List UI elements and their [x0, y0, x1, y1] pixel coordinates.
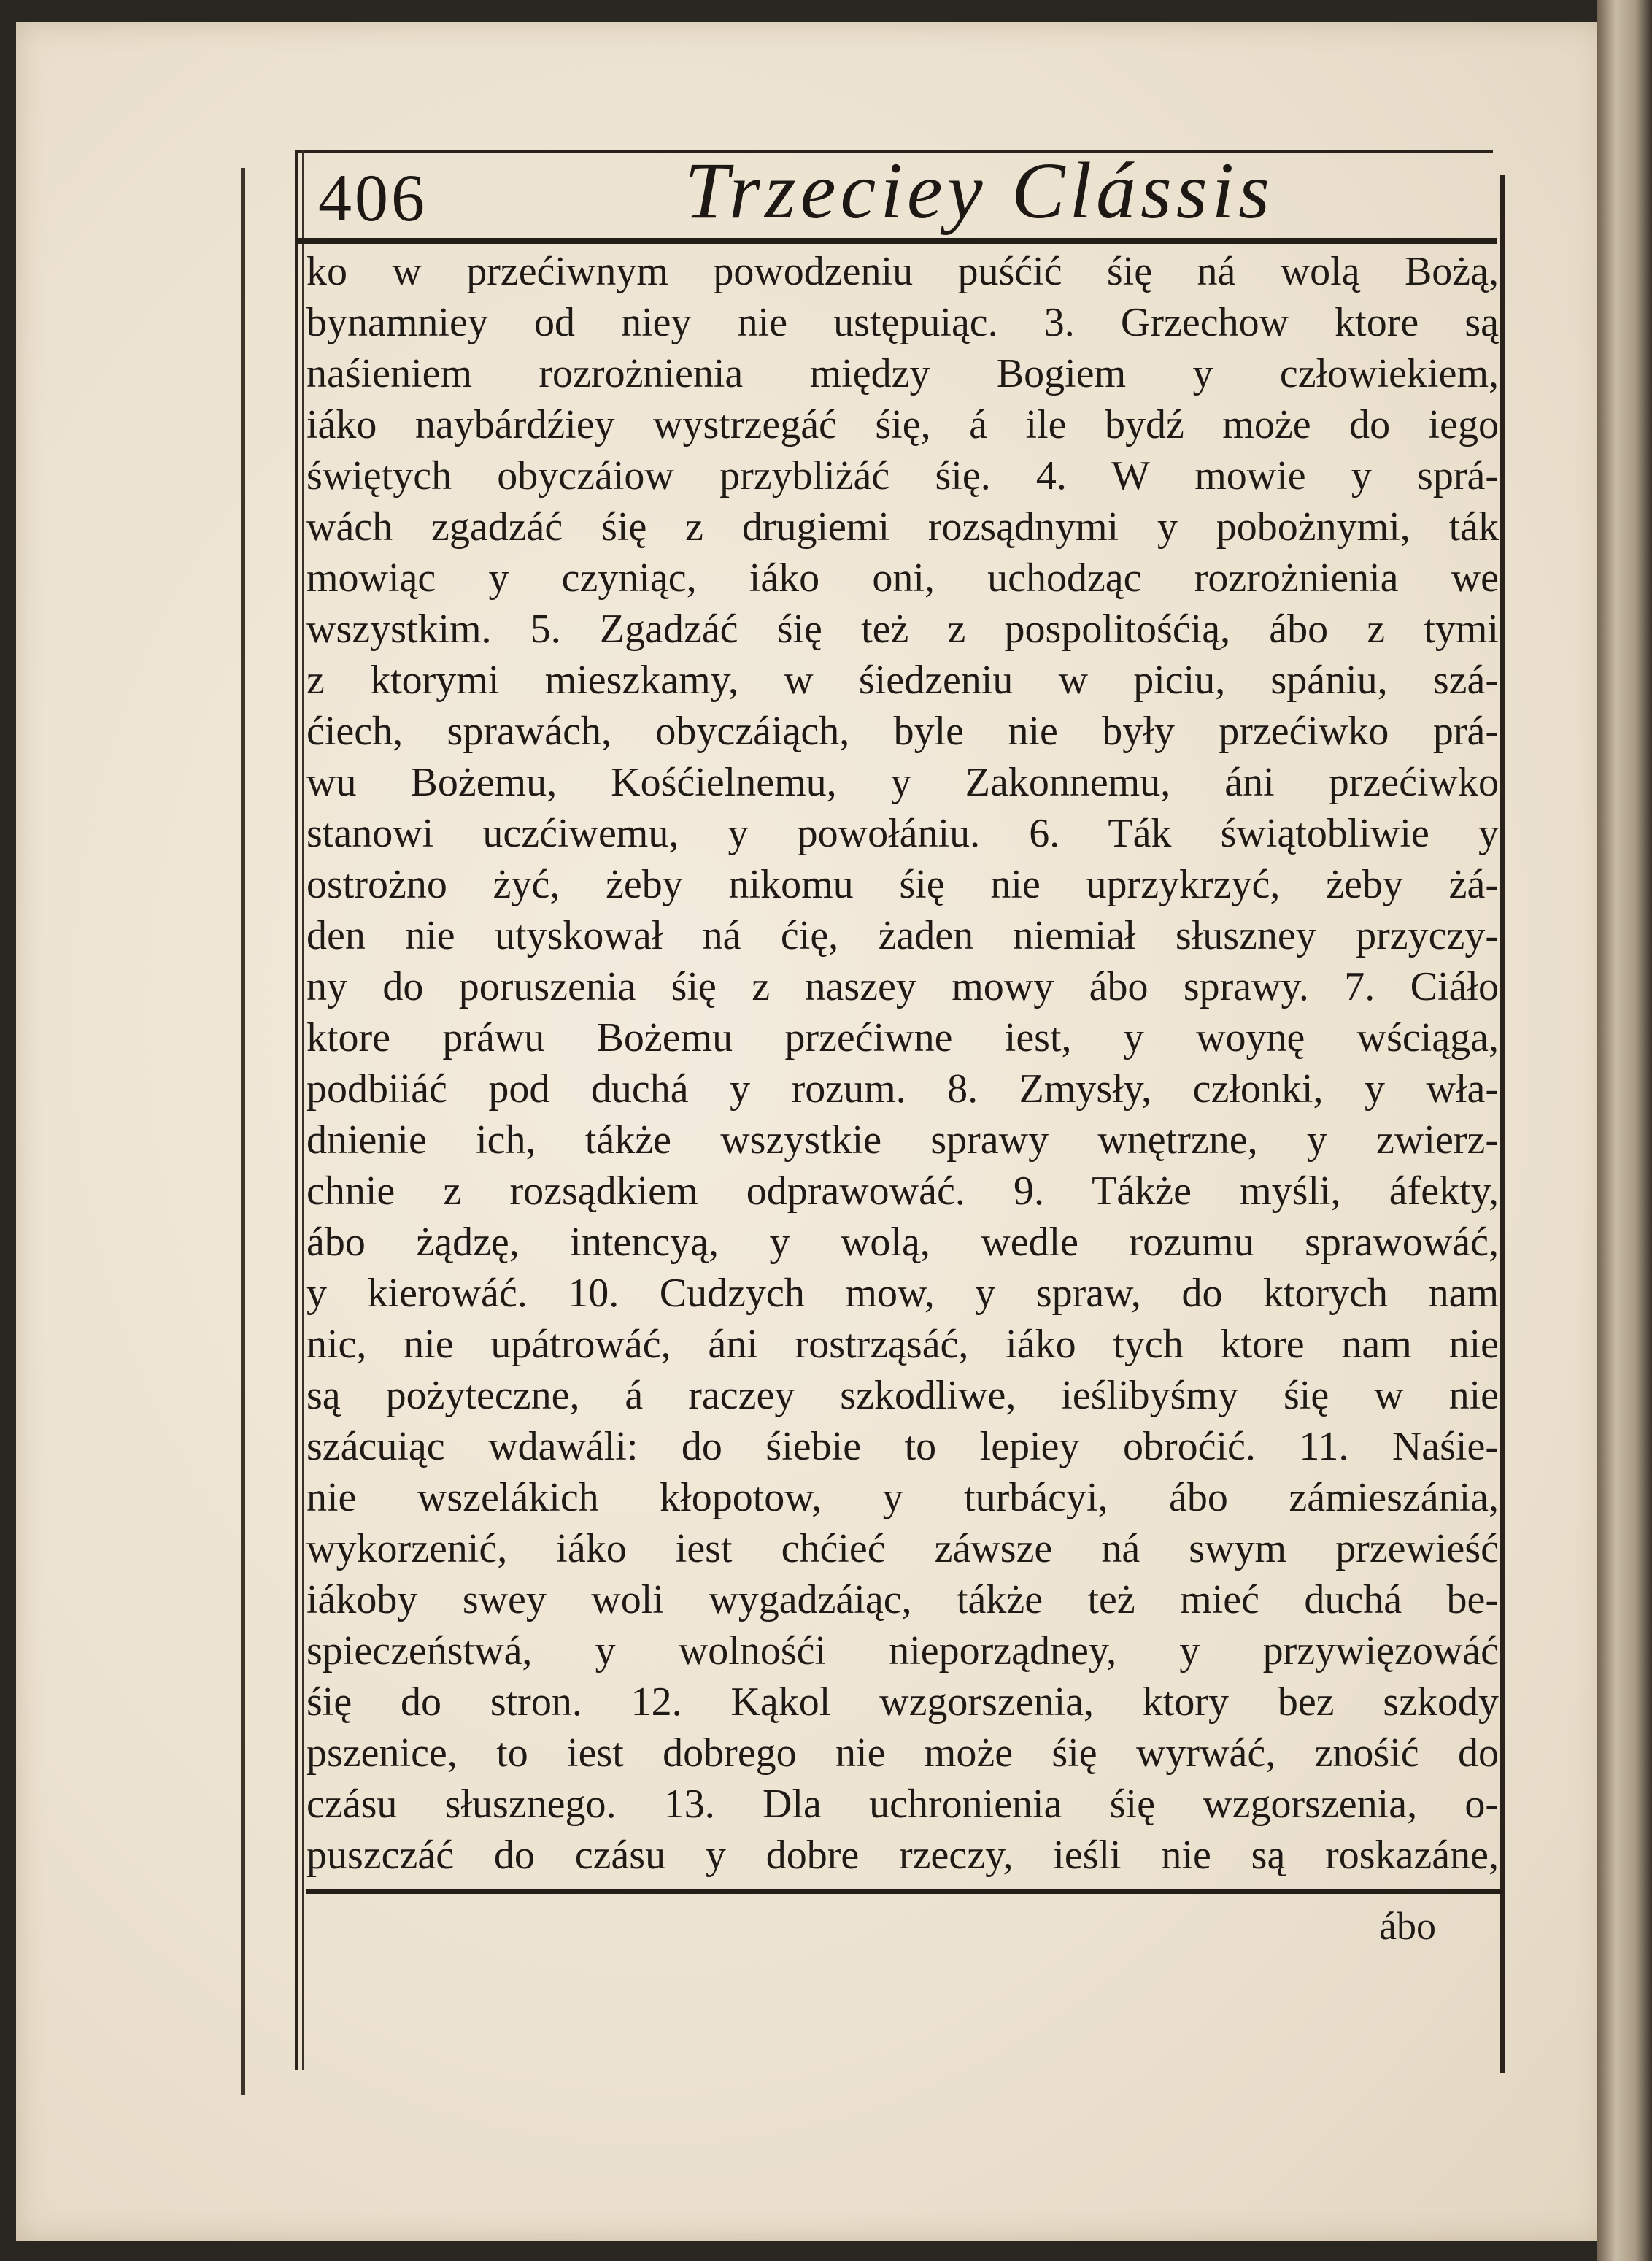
- text-line: wszystkim. 5. Zgadzáć śię też z pospolitośćią, ábo z tymi: [306, 606, 1499, 652]
- text-line: naśieniem rozrożnienia między Bogiem y człowiekiem,: [306, 351, 1499, 396]
- text-line: wu Bożemu, Kośćielnemu, y Zakonnemu, áni przećiwko: [306, 760, 1499, 805]
- text-line: puszczáć do czásu y dobre rzeczy, ieśli nie są roskazáne,: [306, 1833, 1499, 1878]
- text-line: śię do stron. 12. Kąkol wzgorszenia, ktory bez szkody: [306, 1679, 1499, 1725]
- catchword: ábo: [1379, 1904, 1436, 1948]
- text-line: nie wszelákich kłopotow, y turbácyi, ábo zámieszánia,: [306, 1475, 1499, 1520]
- text-line: ktore práwu Bożemu przećiwne iest, y woynę wściąga,: [306, 1015, 1499, 1060]
- text-line: są pożyteczne, á raczey szkodliwe, ieślibyśmy śię w nie: [306, 1373, 1499, 1418]
- book-gutter: [1597, 0, 1652, 2261]
- text-line: iákoby swey woli wygadzáiąc, tákże też mieć duchá be-: [306, 1577, 1499, 1622]
- page-number: 406: [318, 161, 428, 235]
- text-line: nic, nie upátrowáć, áni rostrząsáć, iáko tych ktore nam nie: [306, 1322, 1499, 1367]
- text-line: z ktorymi mieszkamy, w śiedzeniu w piciu, spániu, szá-: [306, 658, 1499, 703]
- text-line: bynamniey od niey nie ustępuiąc. 3. Grzechow ktore są: [306, 300, 1499, 345]
- body-text: [306, 248, 1503, 1883]
- text-line: czásu słusznego. 13. Dla uchronienia śię wzgorszenia, o-: [306, 1782, 1499, 1827]
- text-line: ny do poruszenia śię z naszey mowy ábo sprawy. 7. Ciáło: [306, 964, 1499, 1009]
- text-line: ábo żądzę, intencyą, y wolą, wedle rozumu sprawowáć,: [306, 1220, 1499, 1265]
- text-line: y kierowáć. 10. Cudzych mow, y spraw, do ktorych nam: [306, 1271, 1499, 1316]
- margin-ink-line: [241, 168, 245, 2095]
- text-line: dnienie ich, tákże wszystkie sprawy wnętrzne, y zwierz-: [306, 1117, 1499, 1163]
- header-rule: [296, 238, 1497, 244]
- text-line: świętych obyczáiow przybliżáć śię. 4. W mowie y sprá-: [306, 453, 1499, 498]
- text-line: podbiiáć pod duchá y rozum. 8. Zmysły, członki, y wła-: [306, 1066, 1499, 1112]
- text-line: ostrożno żyć, żeby nikomu śię nie uprzykrzyć, żeby żá-: [306, 862, 1499, 907]
- text-line: ćiech, sprawách, obyczáiąch, byle nie były przećiwko prá-: [306, 709, 1499, 754]
- text-line: wykorzenić, iáko iest chćieć záwsze ná swym przewieść: [306, 1526, 1499, 1571]
- text-line: wách zgadzáć śię z drugiemi rozsądnymi y pobożnymi, ták: [306, 504, 1499, 550]
- text-line: pszenice, to iest dobrego nie może śię wyrwáć, znośić do: [306, 1730, 1499, 1776]
- text-line: ko w przećiwnym powodzeniu puśćić śię ná wolą Bożą,: [306, 249, 1499, 294]
- running-head: Trzeciey Clássis: [684, 146, 1274, 235]
- text-line: stanowi uczćiwemu, y powołániu. 6. Ták świątobliwie y: [306, 811, 1499, 856]
- text-line: chnie z rozsądkiem odprawowáć. 9. Tákże myśli, áfekty,: [306, 1168, 1499, 1214]
- frame-bottom-rule: [306, 1889, 1503, 1894]
- text-line: spieczeństwá, y wolnośći nieporządney, y przywięzowáć: [306, 1628, 1499, 1673]
- frame-left-inner-rule: [302, 150, 304, 2070]
- text-line: den nie utyskował ná ćię, żaden niemiał słuszney przyczy-: [306, 913, 1499, 958]
- text-line: szácuiąc wdawáli: do śiebie to lepiey obroćić. 11. Naśie-: [306, 1424, 1499, 1469]
- page-header: [305, 139, 1502, 234]
- text-line: mowiąc y czyniąc, iáko oni, uchodząc rozrożnienia we: [306, 555, 1499, 601]
- frame-left-rule: [295, 150, 298, 2070]
- text-line: iáko naybárdźiey wystrzegáć śię, á ile bydź może do iego: [306, 402, 1499, 447]
